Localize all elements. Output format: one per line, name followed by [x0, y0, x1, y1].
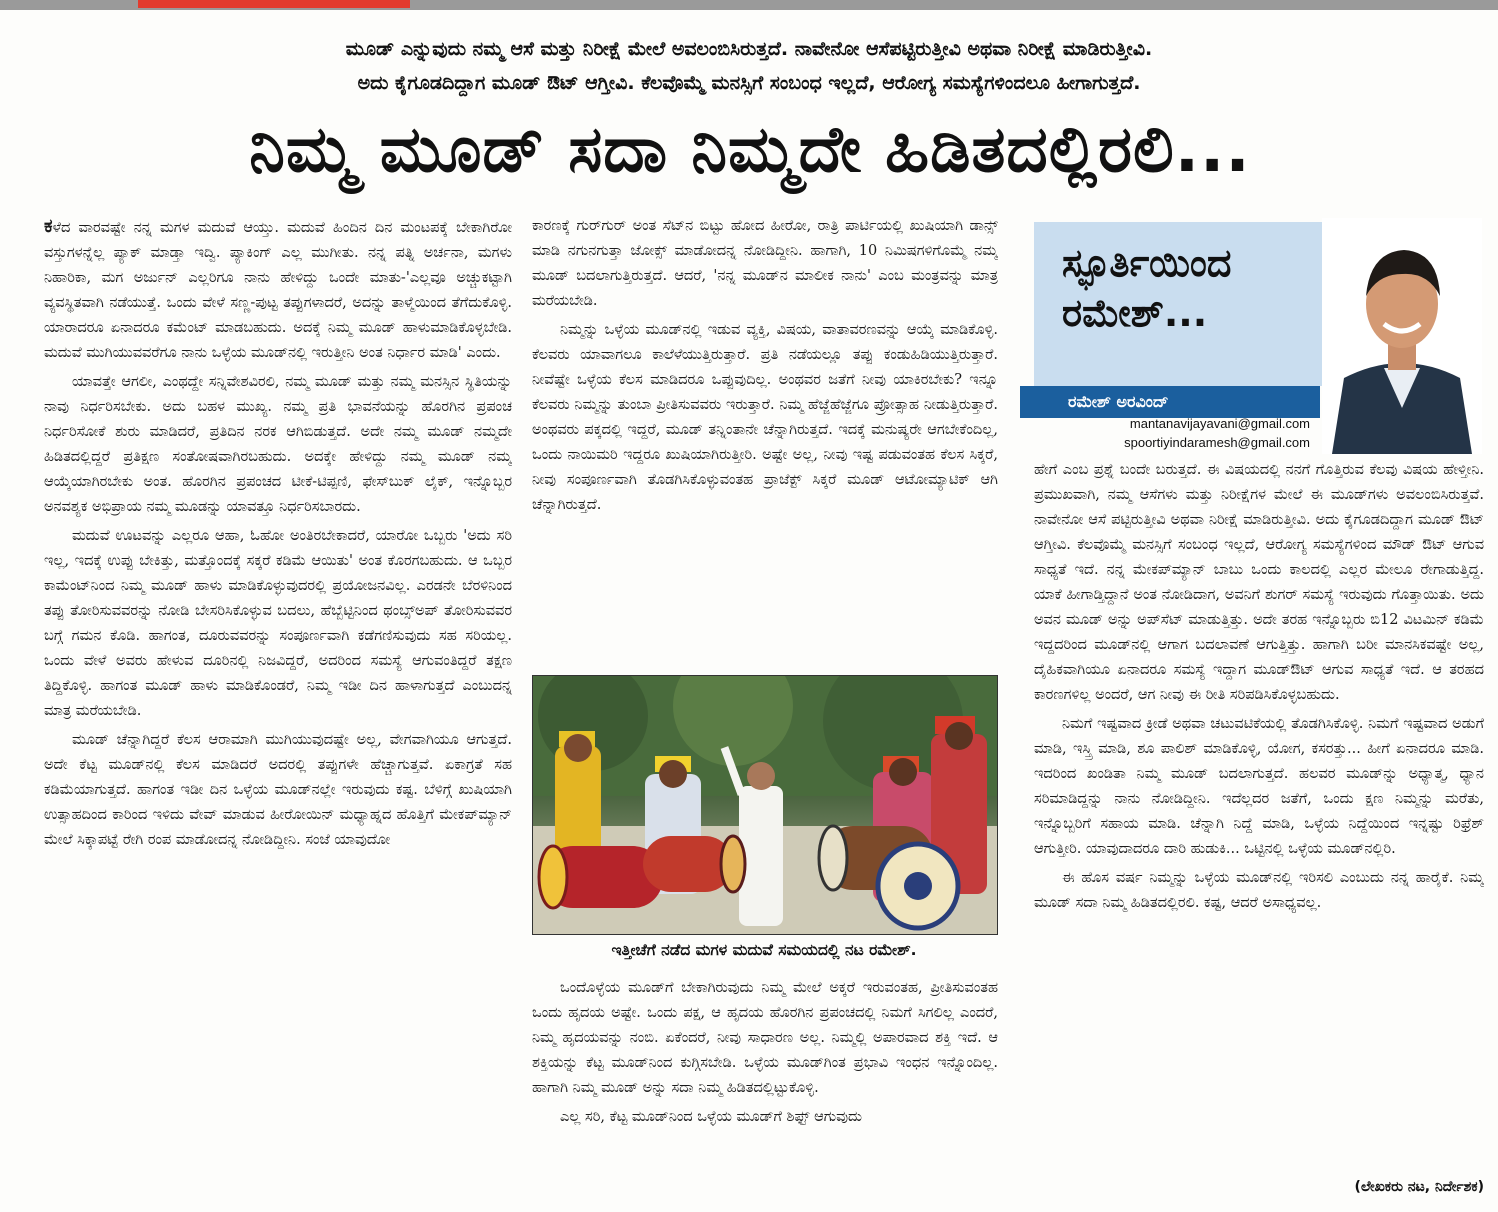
author-name-bar: ರಮೇಶ್ ಅರವಿಂದ್ — [1020, 386, 1320, 418]
author-portrait — [1322, 218, 1482, 454]
intro-line-2: ಅದು ಕೈಗೂಡದಿದ್ದಾಗ ಮೂಡ್ ಔಟ್ ಆಗ್ತೀವಿ. ಕೆಲವೊಮ್ಮೆ ಮನಸ್ಸಿಗೆ ಸಂಬಂಧ ಇಲ್ಲದೆ, ಆರೋಗ್ಯ ಸಮಸ್ಯೆಗಳಿಂದಲೂ ಹೀಗಾಗುತ್ತದೆ. — [357, 72, 1141, 94]
column-header-box — [1034, 218, 1472, 454]
dhol-drum — [643, 836, 745, 892]
paragraph: ಒಂದೊಳ್ಳೆಯ ಮೂಡ್‌ಗೆ ಬೇಕಾಗಿರುವುದು ನಿಮ್ಮ ಮೇಲೆ ಅಕ್ಕರೆ ಇರುವಂತಹ, ಪ್ರೀತಿಸುವಂತಹ ಒಂದು ಹೃದಯ ಅಷ್ಟೇ. ಒಂದು ಪಕ್ಷ, ಆ ಹೃದಯ ಹೊರಗಿನ ಪ್ರಪಂಚದಲ್ಲಿ ನಿಮಗೆ ಸಿಗಲಿಲ್ಲ ಎಂದರೆ, ನಿಮ್ಮ ಹೃದಯವನ್ನು ನಂಬಿ. ಏಕೆಂದರೆ, ನೀವು ಸಾಧಾರಣ ಅಲ್ಲ. ನಿಮ್ಮಲ್ಲಿ ಅಪಾರವಾದ ಶಕ್ತಿ ಇದೆ. ಆ ಶಕ್ತಿಯನ್ನು ಕೆಟ್ಟ ಮೂಡ್‌ನಿಂದ ಕುಗ್ಗಿಸಬೇಡಿ. ಒಳ್ಳೆಯ ಮೂಡ್‌ಗಿಂತ ಪ್ರಭಾವಿ ಇಂಧನ ಇನ್ನೊಂದಿಲ್ಲ. ಹಾಗಾಗಿ ನಿಮ್ಮ ಮೂಡ್ ಅನ್ನು ಸದಾ ನಿಮ್ಮ ಹಿಡಿತದಲ್ಲಿಟ್ಟುಕೊಳ್ಳಿ. — [532, 980, 998, 1096]
article-column-2-top — [532, 214, 998, 664]
paragraph: ಮದುವೆ ಊಟವನ್ನು ಎಲ್ಲರೂ ಆಹಾ, ಓಹೋ ಅಂತಿರಬೇಕಾದರೆ, ಯಾರೋ ಒಬ್ಬರು 'ಅದು ಸರಿ ಇಲ್ಲ, ಇದಕ್ಕೆ ಉಪ್ಪು ಬೇಕಿತ್ತು, ಮತ್ತೊಂದಕ್ಕೆ ಸಕ್ಕರೆ ಕಡಿಮೆ ಆಯಿತು' ಅಂತ ಕೊರಗಬಹುದು. ಆ ಒಬ್ಬರ ಕಾಮೆಂಟ್‌ನಿಂದ ನಿಮ್ಮ ಮೂಡ್ ಹಾಳು ಮಾಡಿಕೊಳ್ಳುವುದರಲ್ಲಿ ಪ್ರಯೋಜನವಿಲ್ಲ. ಎರಡನೇ ಬೆರಳಿನಿಂದ ತಪ್ಪು ತೋರಿಸುವವರನ್ನು ನೋಡಿ ಬೇಸರಿಸಿಕೊಳ್ಳುವ ಬದಲು, ಹೆಬ್ಬೆಟ್ಟಿನಿಂದ ಥಂಬ್ಸ್‌ಅಪ್ ತೋರಿಸುವವರ ಬಗ್ಗೆ ಗಮನ ಕೊಡಿ. ಹಾಗಂತ, ದೂರುವವರನ್ನು ಸಂಪೂರ್ಣವಾಗಿ ಕಡೆಗಣಿಸುವುದು ಸಹ ಸರಿಯಲ್ಲ. ಒಂದು ವೇಳೆ ಅವರು ಹೇಳುವ ದೂರಿನಲ್ಲಿ ನಿಜವಿದ್ದರೆ, ಅದರಿಂದ ಸಮಸ್ಯೆ ಆಗುವಂತಿದ್ದರೆ ತಕ್ಷಣ ತಿದ್ದಿಕೊಳ್ಳಿ. ಹಾಗಂತ ಮೂಡ್ ಹಾಳು ಮಾಡಿಕೊಂಡರೆ, ನಿಮ್ಮ ಇಡೀ ದಿನ ಹಾಳಾಗುತ್ತದೆ ಎಂಬುದನ್ನ ಮಾತ್ರ ಮರೆಯಬೇಡಿ. — [44, 528, 512, 719]
article-column-3 — [1034, 458, 1484, 1208]
photo-illustration — [533, 676, 997, 934]
intro-blurb — [0, 32, 1498, 100]
paragraph: ಈ ಹೊಸ ವರ್ಷ ನಿಮ್ಮನ್ನು ಒಳ್ಳೆಯ ಮೂಡ್‌ನಲ್ಲಿ ಇರಿಸಲಿ ಎಂಬುದು ನನ್ನ ಹಾರೈಕೆ. ನಿಮ್ಮ ಮೂಡ್ ಸದಾ ನಿಮ್ಮ ಹಿಡಿತದಲ್ಲಿರಲಿ. ಕಷ್ಟ, ಆದರೆ ಅಸಾಧ್ಯವಲ್ಲ. — [1034, 870, 1484, 911]
paragraph: ಯಾವತ್ತೇ ಆಗಲೀ, ಎಂಥದ್ದೇ ಸನ್ನಿವೇಶವಿರಲಿ, ನಮ್ಮ ಮೂಡ್ ಮತ್ತು ನಮ್ಮ ಮನಸ್ಸಿನ ಸ್ಥಿತಿಯನ್ನು ನಾವು ನಿರ್ಧರಿಸಬೇಕು. ಅದು ಬಹಳ ಮುಖ್ಯ. ನಮ್ಮ ಪ್ರತಿ ಭಾವನೆಯನ್ನು ಹೊರಗಿನ ಪ್ರಪಂಚ ನಿರ್ಧರಿಸೋಕೆ ಶುರು ಮಾಡಿದರೆ, ಪ್ರತಿದಿನ ನರಕ ಆಗಿಬಿಡುತ್ತದೆ. ಅದೇ ನಮ್ಮ ಮೂಡ್ ನಮ್ಮದೇ ಹಿಡಿತದಲ್ಲಿದ್ದರೆ ಪ್ರತಿಕ್ಷಣ ಸಂತೋಷವಾಗಿರಬಹುದು. ಅದಕ್ಕೇ ಹೇಳಿದ್ದು ನಮ್ಮ ಮೂಡ್ ನಮ್ಮ ಆಯ್ಕೆಯಾಗಿರಬೇಕು ಅಂತ. ಹೊರಗಿನ ಪ್ರಪಂಚದ ಟೀಕೆ-ಟಿಪ್ಪಣಿ, ಫೇಸ್‌ಬುಕ್ ಲೈಕ್, ಇನ್ನೊಬ್ಬರ ಅನವಶ್ಯಕ ಅಭಿಪ್ರಾಯ ನಮ್ಮ ಮೂಡನ್ನು ಯಾವತ್ತೂ ನಿರ್ಧರಿಸಬಾರದು. — [44, 374, 512, 515]
dhol-drum — [878, 844, 958, 928]
paragraph: ನಿಮಗೆ ಇಷ್ಟವಾದ ಕ್ರೀಡೆ ಅಥವಾ ಚಟುವಟಿಕೆಯಲ್ಲಿ ತೊಡಗಿಸಿಕೊಳ್ಳಿ. ನಿಮಗೆ ಇಷ್ಟವಾದ ಅಡುಗೆ ಮಾಡಿ, ಇಸ್ತ್ರಿ ಮಾಡಿ, ಶೂ ಪಾಲಿಶ್ ಮಾಡಿಕೊಳ್ಳಿ, ಯೋಗ, ಕಸರತ್ತು... ಹೀಗೆ ಏನಾದರೂ ಮಾಡಿ. ಇದರಿಂದ ಖಂಡಿತಾ ನಿಮ್ಮ ಮೂಡ್ ಬದಲಾಗುತ್ತದೆ. ಹಲವರ ಮೂಡ್‌ನ್ನು ಅಧ್ಯಾತ್ಮ, ಧ್ಯಾನ ಸರಿಮಾಡಿದ್ದನ್ನು ನಾನು ನೋಡಿದ್ದೀನಿ. ಇದೆಲ್ಲದರ ಜತೆಗೆ, ಒಂದು ಕ್ಷಣ ನಿಮ್ಮನ್ನು ಮರೆತು, ಇನ್ನೊಬ್ಬರಿಗೆ ಸಹಾಯ ಮಾಡಿ. ಚೆನ್ನಾಗಿ ನಿದ್ದೆ ಮಾಡಿ, ಒಳ್ಳೆಯ ನಿದ್ದೆಯಿಂದ ಇನ್ನಷ್ಟು ರಿಫ್ರೆಶ್ ಆಗುತ್ತೀರಿ. ಯಾವುದಾದರೂ ದಾರಿ ಹುಡುಕಿ... ಒಟ್ಟಿನಲ್ಲಿ ಒಳ್ಳೆಯ ಮೂಡ್‌ನಲ್ಲಿರಿ. — [1034, 716, 1484, 857]
paragraph: ಕಾರಣಕ್ಕೆ ಗುರ್‌ಗುರ್ ಅಂತ ಸೆಟ್‌ನ ಬಿಟ್ಟು ಹೋದ ಹೀರೋ, ರಾತ್ರಿ ಪಾರ್ಟಿಯಲ್ಲಿ ಖುಷಿಯಾಗಿ ಡಾನ್ಸ್ ಮಾಡಿ ನಗುನಗುತ್ತಾ ಜೋಕ್ಸ್ ಮಾಡೋದನ್ನ ನೋಡಿದ್ದೀನಿ. ಹಾಗಾಗಿ, 10 ನಿಮಿಷಗಳಿಗೊಮ್ಮೆ ನಮ್ಮ ಮೂಡ್ ಬದಲಾಗುತ್ತಿರುತ್ತದೆ. ಆದರೆ, 'ನನ್ನ ಮೂಡ್‌ನ ಮಾಲೀಕ ನಾನು' ಎಂಬ ಮಂತ್ರವನ್ನು ಮಾತ್ರ ಮರೆಯಬೇಡಿ. — [532, 218, 998, 309]
article-column-2-bottom — [532, 976, 998, 1206]
author-portrait-illustration — [1322, 218, 1482, 454]
column-title-line-2: ರಮೇಶ್... — [1062, 291, 1208, 335]
drop-cap: ಕ — [44, 215, 53, 237]
author-byline: (ಲೇಖಕರು ನಟ, ನಿರ್ದೇಶಕ) — [1354, 1179, 1484, 1195]
author-emails — [1070, 414, 1310, 452]
drummer-figure — [555, 731, 601, 856]
paragraph — [44, 214, 512, 366]
column-title-line-1: ಸ್ಫೂರ್ತಿಯಿಂದ — [1062, 241, 1232, 285]
paragraph: ಮೂಡ್ ಚೆನ್ನಾಗಿದ್ದರೆ ಕೆಲಸ ಆರಾಮಾಗಿ ಮುಗಿಯುವುದಷ್ಟೇ ಅಲ್ಲ, ವೇಗವಾಗಿಯೂ ಆಗುತ್ತದೆ. ಅದೇ ಕೆಟ್ಟ ಮೂಡ್‌ನಲ್ಲಿ ಕೆಲಸ ಮಾಡಿದರೆ ಅದರಲ್ಲಿ ತಪ್ಪುಗಳೇ ಹೆಚ್ಚಾಗುತ್ತವೆ. ಏಕಾಗ್ರತೆ ಸಹ ಕಡಿಮೆಯಾಗುತ್ತದೆ. ಹಾಗಂತ ಇಡೀ ದಿನ ಒಳ್ಳೆಯ ಮೂಡ್‌ನಲ್ಲೇ ಇರುವುದು ಕಷ್ಟ. ಬೆಳಿಗ್ಗೆ ಖುಷಿಯಾಗಿ ಉತ್ಸಾಹದಿಂದ ಕಾರಿಂದ ಇಳಿದು ವೇವ್ ಮಾಡುವ ಹೀರೋಯಿನ್ ಮಧ್ಯಾಹ್ನದ ಹೊತ್ತಿಗೆ ಮೇಕಪ್‌ಮ್ಯಾನ್ ಮೇಲೆ ಸಿಕ್ಕಾಪಟ್ಟೆ ರೇಗಿ ರಂಪ ಮಾಡೋದನ್ನ ನೋಡಿದ್ದೀನಿ. ಸಂಜೆ ಯಾವುದೋ — [44, 732, 512, 848]
paragraph: ನಿಮ್ಮನ್ನು ಒಳ್ಳೆಯ ಮೂಡ್‌ನಲ್ಲಿ ಇಡುವ ವ್ಯಕ್ತಿ, ವಿಷಯ, ವಾತಾವರಣವನ್ನು ಆಯ್ಕೆ ಮಾಡಿಕೊಳ್ಳಿ. ಕೆಲವರು ಯಾವಾಗಲೂ ಕಾಲೆಳೆಯುತ್ತಿರುತ್ತಾರೆ. ಪ್ರತಿ ನಡೆಯಲ್ಲೂ ತಪ್ಪು ಕಂಡುಹಿಡಿಯುತ್ತಿರುತ್ತಾರೆ. ನೀವೆಷ್ಟೇ ಒಳ್ಳೆಯ ಕೆಲಸ ಮಾಡಿದರೂ ಒಪ್ಪುವುದಿಲ್ಲ. ಅಂಥವರ ಜತೆಗೆ ನೀವು ಯಾಕಿರಬೇಕು? ಇನ್ನೂ ಕೆಲವರು ನಿಮ್ಮನ್ನು ತುಂಬಾ ಪ್ರೀತಿಸುವವರು ಇರುತ್ತಾರೆ. ನಿಮ್ಮ ಹೆಜ್ಜೆಹೆಜ್ಜೆಗೂ ಪ್ರೋತ್ಸಾಹ ನೀಡುತ್ತಿರುತ್ತಾರೆ. ಅಂಥವರು ಪಕ್ಕದಲ್ಲಿ ಇದ್ದರೆ, ಮೂಡ್ ತನ್ನಿಂತಾನೇ ಚೆನ್ನಾಗಿರುತ್ತದೆ. ಇದಕ್ಕೆ ಮನುಷ್ಯರೇ ಆಗಬೇಕೆಂದಿಲ್ಲ, ಒಂದು ನಾಯಿಮರಿ ಇದ್ದರೂ ಖುಷಿಯಾಗಿರುತ್ತೀರಿ. ಅಷ್ಟೇ ಅಲ್ಲ, ನೀವು ಇಷ್ಟ ಪಡುವಂತಹ ಕೆಲಸ ಸಿಕ್ಕರೆ, ನೀವು ಸಂಪೂರ್ಣವಾಗಿ ತೊಡಗಿಸಿಕೊಳ್ಳುವಂತಹ ಪ್ರಾಜೆಕ್ಟ್ ಸಿಕ್ಕರೆ ಮೂಡ್ ಆಟೋಮ್ಯಾಟಿಕ್ ಆಗಿ ಚೆನ್ನಾಗಿರುತ್ತದೆ. — [532, 322, 998, 513]
article-column-1 — [44, 214, 512, 1204]
email-1: mantanavijayavani@gmail.com — [1129, 416, 1310, 431]
photo-caption: ಇತ್ತೀಚೆಗೆ ನಡೆದ ಮಗಳ ಮದುವೆ ಸಮಯದಲ್ಲಿ ನಟ ರಮೇಶ್. — [611, 941, 917, 959]
paragraph: ಹೇಗೆ ಎಂಬ ಪ್ರಶ್ನೆ ಬಂದೇ ಬರುತ್ತದೆ. ಈ ವಿಷಯದಲ್ಲಿ ನನಗೆ ಗೊತ್ತಿರುವ ಕೆಲವು ವಿಷಯ ಹೇಳ್ತೀನಿ. ಪ್ರಮುಖವಾಗಿ, ನಮ್ಮ ಆಸೆಗಳು ಮತ್ತು ನಿರೀಕ್ಷೆಗಳ ಮೇಲೆ ಈ ಮೂಡ್‌ಗಳು ಅವಲಂಬಿಸಿರುತ್ತವೆ. ನಾವೇನೋ ಆಸೆ ಪಟ್ಟಿರುತ್ತೀವಿ ಅಥವಾ ನಿರೀಕ್ಷೆ ಮಾಡಿರುತ್ತೀವಿ. ಅದು ಕೈಗೂಡದಿದ್ದಾಗ ಮೂಡ್ ಔಟ್ ಆಗ್ತೀವಿ. ಕೆಲವೊಮ್ಮೆ ಮನಸ್ಸಿಗೆ ಸಂಬಂಧ ಇಲ್ಲದೆ, ಆರೋಗ್ಯ ಸಮಸ್ಯೆಗಳಿಂದ ಮೌಡ್ ಔಟ್ ಆಗುವ ಸಾಧ್ಯತೆ ಇದೆ. ನನ್ನ ಮೇಕಪ್‌ಮ್ಯಾನ್ ಬಾಬು ಒಂದು ಕಾಲದಲ್ಲಿ ಎಲ್ಲರ ಮೇಲೂ ರೇಗಾಡುತ್ತಿದ್ದ. ಯಾಕೆ ಹೀಗಾಡ್ತಿದ್ದಾನೆ ಅಂತ ನೋಡಿದಾಗ, ಅವನಿಗೆ ಶುಗರ್ ಸಮಸ್ಯೆ ಇರುವುದು ಗೊತ್ತಾಯಿತು. ಅದು ಅವನ ಮೂಡ್ ಅನ್ನು ಅಪ್‌ಸೆಟ್ ಮಾಡುತ್ತಿತ್ತು. ಅದೇ ತರಹ ಇನ್ನೊಬ್ಬರು ಬಿ12 ವಿಟಮಿನ್ ಕಡಿಮೆ ಇದ್ದದರಿಂದ ಮೂಡ್‌ನಲ್ಲಿ ಆಗಾಗ ಬದಲಾವಣೆ ಆಗುತ್ತಿತ್ತು. ಹಾಗಾಗಿ ಬರೀ ಮಾನಸಿಕವಷ್ಟೇ ಅಲ್ಲ, ದೈಹಿಕವಾಗಿಯೂ ಏನಾದರೂ ಸಮಸ್ಯೆ ಇದ್ದಾಗ ಮೂಡ್‌ಔಟ್ ಆಗುವ ಸಾಧ್ಯತೆ ಇದೆ. ಆ ತರಹದ ಕಾರಣಗಳಿಲ್ಲ ಅಂದರೆ, ಆಗ ನೀವು ಈ ರೀತಿ ಸರಿಪಡಿಸಿಕೊಳ್ಳಬಹುದು. — [1034, 462, 1484, 703]
intro-line-1: ಮೂಡ್ ಎನ್ನುವುದು ನಮ್ಮ ಆಸೆ ಮತ್ತು ನಿರೀಕ್ಷೆ ಮೇಲೆ ಅವಲಂಬಿಸಿರುತ್ತದೆ. ನಾವೇನೋ ಆಸೆಪಟ್ಟಿರುತ್ತೀವಿ ಅಥವಾ ನಿರೀಕ್ಷೆ ಮಾಡಿರುತ್ತೀವಿ. — [345, 38, 1153, 60]
wedding-photo — [532, 675, 998, 935]
paragraph-text: ಳೆದ ವಾರವಷ್ಟೇ ನನ್ನ ಮಗಳ ಮದುವೆ ಆಯ್ತು. ಮದುವೆ ಹಿಂದಿನ ದಿನ ಮಂಟಪಕ್ಕೆ ಬೇಕಾಗಿರೋ ವಸ್ತುಗಳನ್ನೆಲ್ಲ ಪ್ಯಾಕ್ ಮಾಡ್ತಾ ಇದ್ವಿ. ಪ್ಯಾಕಿಂಗ್ ಎಲ್ಲ ಮುಗೀತು. ನನ್ನ ಪತ್ನಿ ಅರ್ಚನಾ, ಮಗಳು ನಿಹಾರಿಕಾ, ಮಗ ಅರ್ಜುನ್ ಎಲ್ಲರಿಗೂ ನಾನು ಹೇಳಿದ್ದು ಒಂದೇ ಮಾತು-'ಎಲ್ಲವೂ ಅಚ್ಚುಕಟ್ಟಾಗಿ ವ್ಯವಸ್ಥಿತವಾಗಿ ನಡೆಯುತ್ತೆ. ಒಂದು ವೇಳೆ ಸಣ್ಣ-ಪುಟ್ಟ ತಪ್ಪುಗಳಾದರೆ, ಅದನ್ನು ತಾಳ್ಮೆಯಿಂದ ತೆಗೆದುಕೊಳ್ಳಿ. ಯಾರಾದರೂ ಏನಾದರೂ ಕಮೆಂಟ್ ಮಾಡಬಹುದು. ಅದಕ್ಕೆ ನಿಮ್ಮ ಮೂಡ್ ಹಾಳುಮಾಡಿಕೊಳ್ಳಬೇಡಿ. ಮದುವೆ ಮುಗಿಯುವವರೆಗೂ ನಾನು ಒಳ್ಳೆಯ ಮೂಡ್‌ನಲ್ಲಿ ಇರುತ್ತೀನಿ ಅಂತ ನಿರ್ಧಾರ ಮಾಡಿ' ಎಂದು. — [44, 220, 512, 361]
column-title — [1062, 238, 1362, 338]
article-headline: ನಿಮ್ಮ ಮೂಡ್ ಸದಾ ನಿಮ್ಮದೇ ಹಿಡಿತದಲ್ಲಿರಲಿ... — [249, 113, 1251, 187]
top-red-accent — [138, 0, 410, 8]
paragraph: ಎಲ್ಲ ಸರಿ, ಕೆಟ್ಟ ಮೂಡ್‌ನಿಂದ ಒಳ್ಳೆಯ ಮೂಡ್‌ಗೆ ಶಿಫ್ಟ್ ಆಗುವುದು — [560, 1109, 862, 1125]
email-2: spoortiyindaramesh@gmail.com — [1124, 435, 1310, 450]
